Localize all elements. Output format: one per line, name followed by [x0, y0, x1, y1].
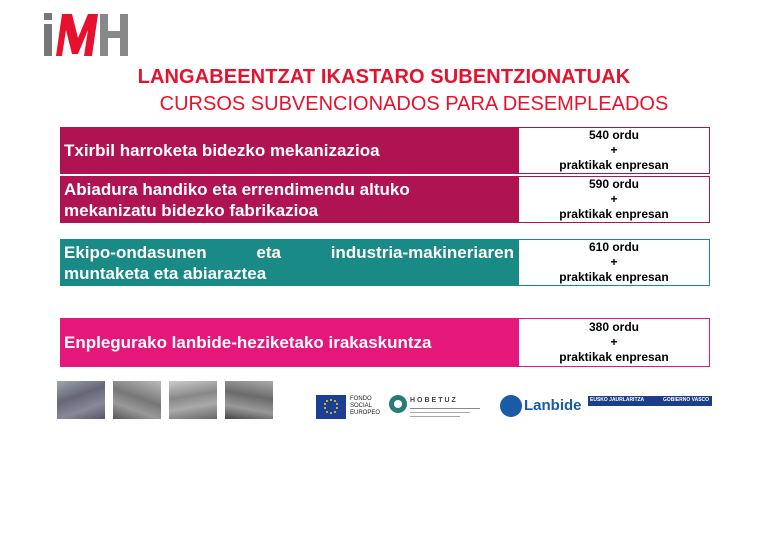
course-hours-box [518, 176, 710, 223]
plus-sign: + [610, 255, 618, 269]
course-row [60, 318, 710, 367]
course-hours: 380 ordu [588, 320, 639, 334]
course-practice: praktikak enpresan [559, 207, 669, 221]
lanbide-logo-text: Lanbide [524, 397, 582, 414]
course-name: Txirbil harroketa bidezko mekanizazioa [60, 127, 518, 174]
course-name: Ekipo-ondasunen eta industria-makineriaren muntaketa eta abiaraztea [60, 239, 518, 286]
building-photo [225, 381, 273, 419]
course-row [60, 127, 710, 174]
course-row [60, 176, 710, 223]
imh-logo [44, 10, 128, 58]
course-practice: praktikak enpresan [559, 270, 669, 284]
course-name: Enplegurako lanbide-heziketako irakaskuntza [60, 318, 518, 367]
fse-logo-text: FONDO SOCIAL EUROPEO [350, 396, 381, 416]
course-name: Abiadura handiko eta errendimendu altuko mekanizatu bidezko fabrikazioa [60, 176, 518, 223]
plus-sign: + [610, 335, 618, 349]
course-practice: praktikak enpresan [559, 350, 669, 364]
course-row [60, 239, 710, 286]
course-practice: praktikak enpresan [559, 158, 669, 172]
eu-flag-icon [316, 395, 346, 419]
plus-sign: + [610, 143, 618, 157]
gv-basque-text: EUSKO JAURLARITZA [590, 397, 645, 403]
course-hours: 610 ordu [588, 240, 639, 254]
title-basque: LANGABEENTZAT IKASTARO SUBENTZIONATUAK [137, 66, 631, 88]
title-spanish: CURSOS SUBVENCIONADOS PARA DESEMPLEADOS [159, 93, 669, 115]
building-photo [169, 381, 217, 419]
course-hours: 540 ordu [588, 128, 639, 142]
course-hours-box [518, 239, 710, 286]
course-hours-box [518, 127, 710, 174]
building-photo [57, 381, 105, 419]
building-photo [113, 381, 161, 419]
gv-spanish-text: GOBIERNO VASCO [663, 397, 710, 403]
plus-sign: + [610, 192, 618, 206]
course-hours: 590 ordu [588, 177, 639, 191]
lanbide-logo-icon [500, 395, 522, 417]
hobetuz-logo-text: HOBETUZ [410, 397, 458, 404]
course-hours-box [518, 318, 710, 367]
